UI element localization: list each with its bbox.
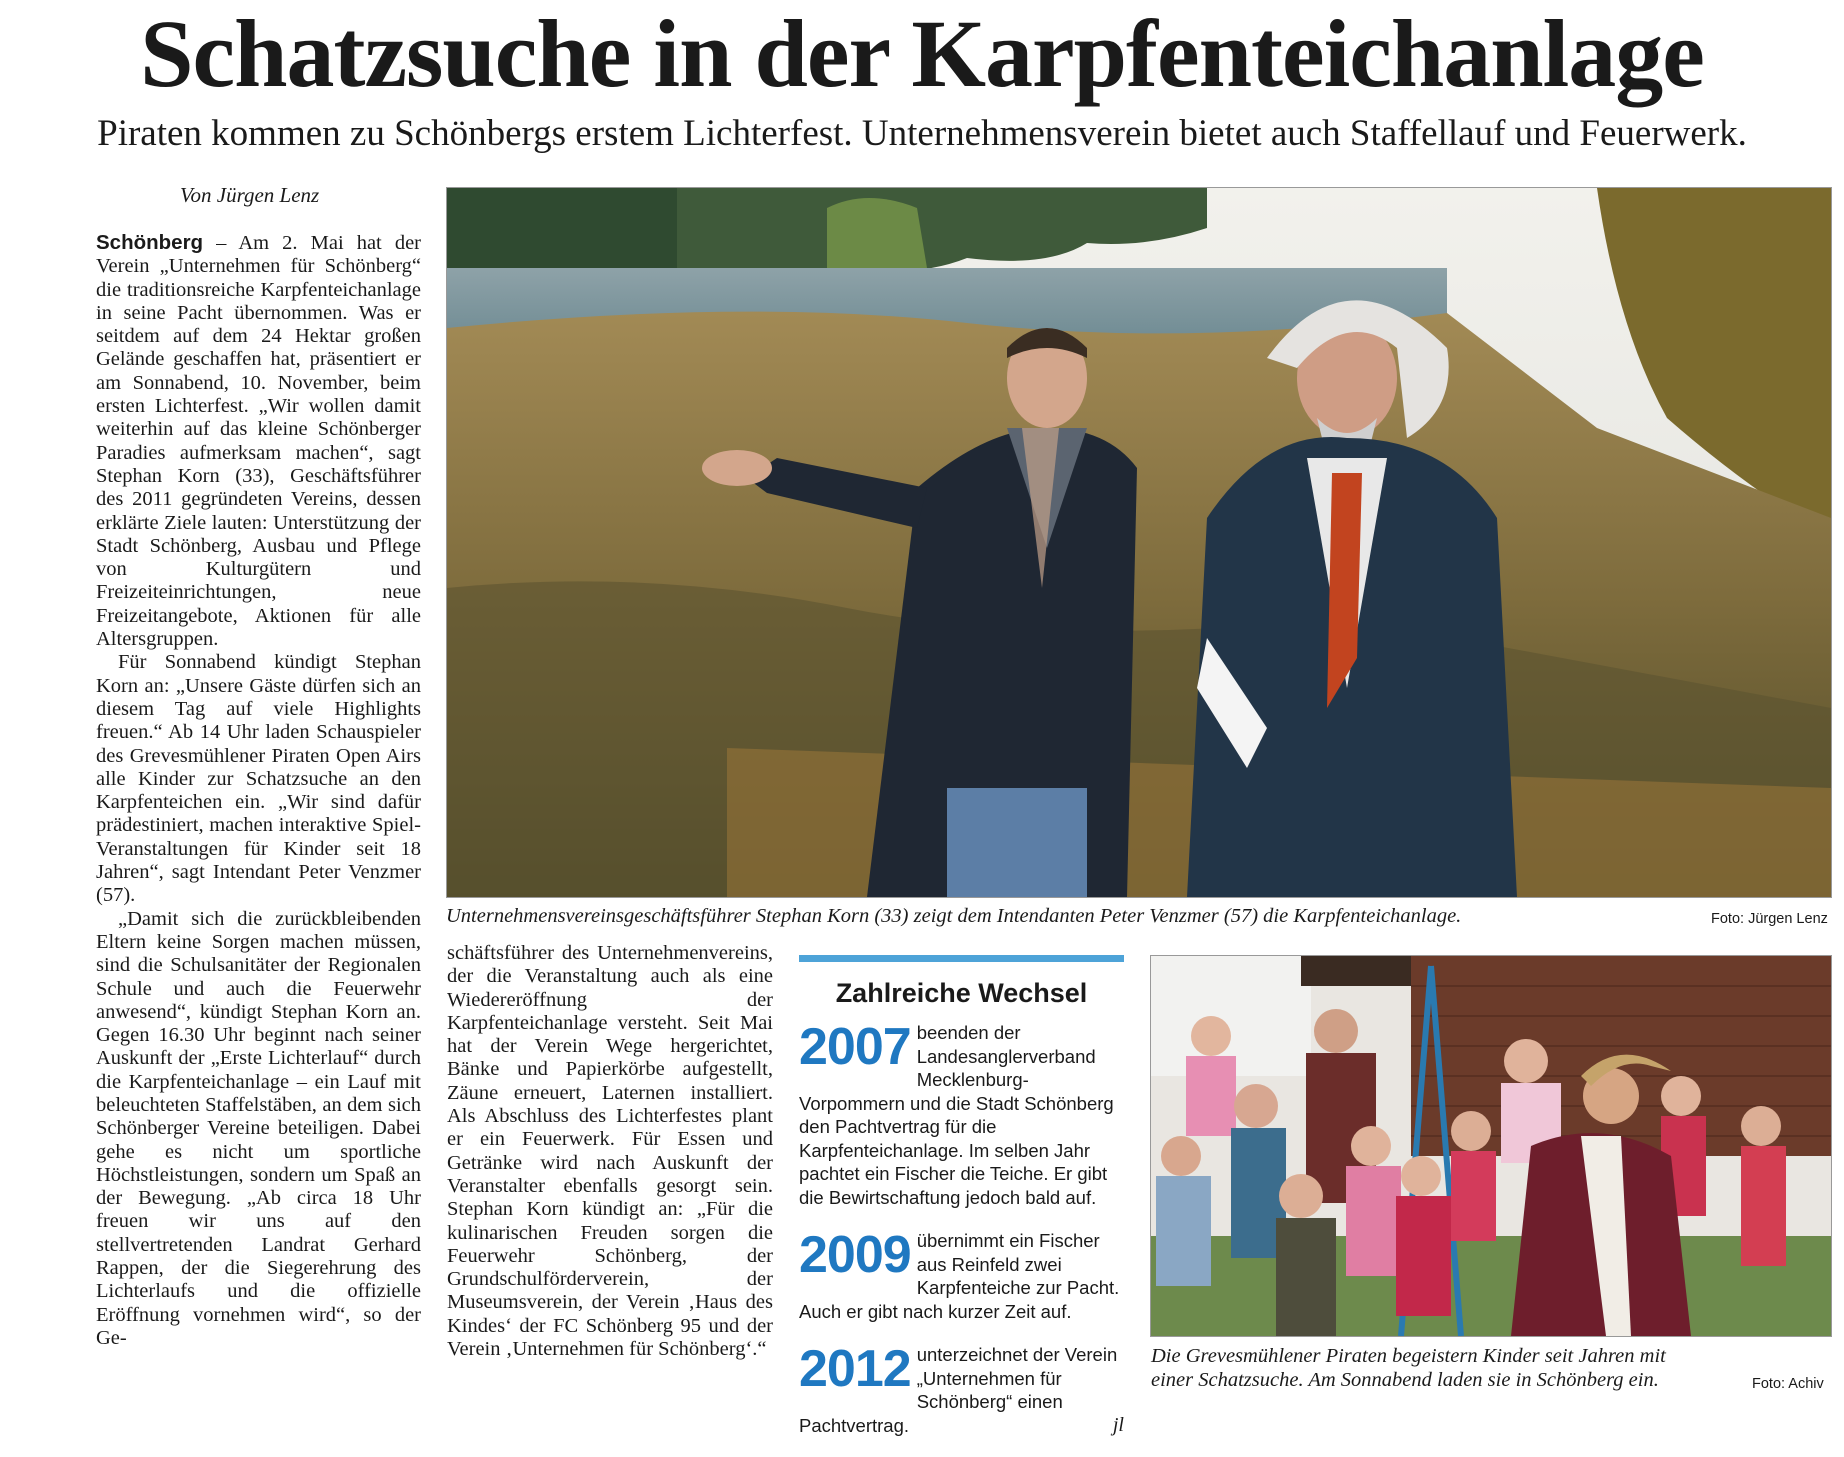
pirate-photo-caption: Die Grevesmühlener Piraten begeistern Kinder seit Jahren mit einer Schatzsuche. Am Sonnabend laden sie in Schönberg ein.: [1151, 1345, 1666, 1391]
entry-year: 2009: [799, 1226, 911, 1284]
entry-year: 2007: [799, 1018, 911, 1076]
infobox: [799, 955, 1124, 1457]
paragraph: [96, 231, 421, 651]
article-column-2: [447, 942, 773, 1361]
headline: Schatzsuche in der Karpfenteichanlage: [140, 0, 1704, 107]
pirate-photo-image: [1151, 956, 1831, 1336]
paragraph: schäftsführer des Unternehmenvereins, der die Veranstaltung auch als eine Wiedereröffnung der Karpfenteichanlage versteht. Seit Mai hat der Verein Wege hergerichtet, Bänke und Papierkörbe aufgestellt, Zäune erneuert, Laternen installiert. Als Abschluss des Lichterfestes plant er ein Feuerwerk. Für Essen und Getränke wird nach Auskunft der Veranstalter ebenfalls gesorgt sein. Stephan Korn kündigt an: „Für die kulinarischen Freuden sorgen die Feuerwehr Schönberg, der Grundschulförderverein, der Museumsverein, der Verein ‚Haus des Kindes‘ der FC Schönberg 95 und der Verein ‚Unternehmen für Schönberg‘.“: [447, 942, 773, 1361]
article-column-1: [96, 231, 421, 1350]
byline: Von Jürgen Lenz: [180, 183, 320, 207]
infobox-entry: [799, 1018, 1124, 1209]
paragraph: „Damit sich die zurückbleibenden Eltern keine Sorgen machen müssen, sind die Schulsanitäter der Regionalen Schule und auch die Feuerwehr anwesend“, kündigt Stephan Korn an. Gegen 16.30 Uhr beginnt nach seiner Auskunft der „Erste Lichterlauf“ durch die Karpfenteichanlage – ein Lauf mit beleuchteten Staffelstäben, an dem sich Schönberger Vereine beteiligen. Dabei gehe es nicht um sportliche Höchstleistungen, sondern um Spaß an der Bewegung. „Ab circa 18 Uhr freuen wir uns auf den stellvertretenden Landrat Gerhard Rappen, der die Siegerehrung des Lichterlaufs und die offizielle Eröffnung vornehmen wird“, so der Ge-: [96, 907, 421, 1349]
main-photo: [446, 187, 1832, 898]
entry-year: 2012: [799, 1340, 911, 1398]
infobox-entry: [799, 1226, 1124, 1323]
entry-text: unterzeichnet der Verein „Unternehmen für Schönberg“ einen Pachtvertrag.: [799, 1344, 1118, 1436]
paragraph: Für Sonnabend kündigt Stephan Korn an: „Unsere Gäste dürfen sich an diesem Tag auf viele Highlights freuen.“ Ab 14 Uhr laden Schauspieler des Grevesmühlener Piraten Open Airs alle Kinder zur Schatzsuche an den Karpfenteichen ein. „Wir sind dafür prädestiniert, machen interaktive Spiel-Veranstaltungen für Kinder seit 18 Jahren“, sagt Intendant Peter Venzmer (57).: [96, 651, 421, 907]
author-initials: jl: [1112, 1413, 1124, 1436]
subtitle: Piraten kommen zu Schönbergs erstem Lichterfest. Unternehmensverein bietet auch Staffellauf und Feuerwerk.: [97, 113, 1747, 154]
pirate-photo-credit: Foto: Achiv: [1752, 1376, 1824, 1392]
entry-text: übernimmt ein Fischer aus Reinfeld zwei Karpfenteiche zur Pacht. Auch er gibt nach kurzer Zeit auf.: [799, 1230, 1120, 1322]
main-photo-image: [447, 188, 1831, 897]
paragraph-text: – Am 2. Mai hat der Verein „Unternehmen für Schönberg“ die traditionsreiche Karpfenteichanlage in seine Pacht übernommen. Was er seitdem auf dem 24 Hektar großen Gelände geschaffen hat, präsentiert er am Sonnabend, 10. November, beim ersten Lichterfest. „Wir wollen damit weiterhin auf das kleine Schönberger Paradies aufmerksam machen“, sagt Stephan Korn (33), Geschäftsführer des 2011 gegründeten Vereins, dessen erklärte Ziele lauten: Unterstützung der Stadt Schönberg, Ausbau und Pflege von Kulturgütern und Freizeiteinrichtungen, neue Freizeitangebote, Aktionen für alle Altersgruppen.: [96, 232, 421, 651]
main-photo-caption: Unternehmensvereinsgeschäftsführer Stephan Korn (33) zeigt dem Intendanten Peter Venzmer (57) die Karpfenteichanlage.: [446, 905, 1462, 927]
main-photo-credit: Foto: Jürgen Lenz: [1711, 911, 1828, 927]
infobox-title: Zahlreiche Wechsel: [835, 978, 1088, 1008]
infobox-entry: [799, 1340, 1124, 1437]
infobox-accent-bar: [799, 955, 1124, 962]
dateline: Schönberg: [96, 231, 204, 254]
entry-text: beenden der Landesanglerverband Mecklenburg- Vorpommern und die Stadt Schönberg den Pachtvertrag für die Karpfenteichanlage. Im selben Jahr pachtet ein Fischer die Teiche. Er gibt die Bewirtschaftung jedoch bald auf.: [799, 1022, 1114, 1208]
pirate-photo: [1150, 955, 1832, 1337]
